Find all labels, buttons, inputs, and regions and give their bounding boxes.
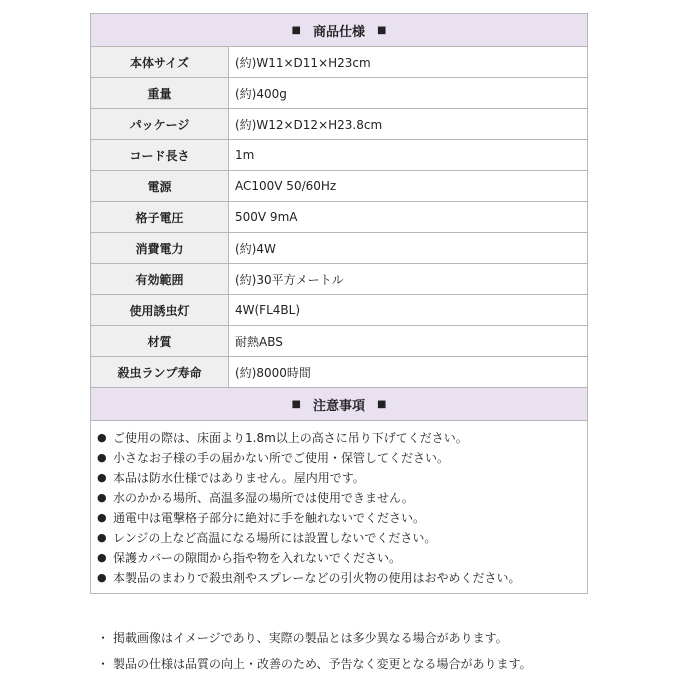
bullet-icon: ● xyxy=(97,530,107,544)
note-text: 本品は防水仕様ではありません。屋内用です。 xyxy=(113,470,365,485)
note-text: 通電中は電撃格子部分に絶対に手を触れないでください。 xyxy=(113,510,426,525)
note-text: 保護カバーの隙間から指や物を入れないでください。 xyxy=(113,550,402,565)
spec-label: 材質 xyxy=(91,326,229,356)
spec-value: (約)8000時間 xyxy=(235,365,311,380)
spec-value: (約)W12×D12×H23.8cm xyxy=(235,117,383,132)
note-text: 水のかかる場所、高温多湿の場所では使用できません。 xyxy=(113,490,414,505)
list-item xyxy=(97,487,587,507)
square-icon: ■ xyxy=(377,24,387,36)
spec-label: 使用誘虫灯 xyxy=(91,295,229,325)
note-text: レンジの上など高温になる場所には設置しないでください。 xyxy=(113,530,437,545)
bullet-icon: ・ xyxy=(97,630,110,645)
spec-label: コード長さ xyxy=(91,140,229,170)
bullet-icon: ・ xyxy=(97,656,110,671)
table-row xyxy=(91,78,587,109)
footnote-text: 製品の仕様は品質の向上・改善のため、予告なく変更となる場合があります。 xyxy=(113,656,532,671)
spec-label: パッケージ xyxy=(91,109,229,139)
spec-card xyxy=(90,13,588,594)
table-row xyxy=(91,109,587,140)
spec-value: (約)30平方メートル xyxy=(235,272,344,287)
list-item xyxy=(97,467,587,487)
notes-list xyxy=(91,421,587,587)
bullet-icon: ● xyxy=(97,470,107,484)
spec-label: 重量 xyxy=(91,78,229,108)
list-item xyxy=(97,527,587,547)
note-text: 小さなお子様の手の届かない所でご使用・保管してください。 xyxy=(113,450,450,465)
table-row xyxy=(91,264,587,295)
note-text: 本製品のまわりで殺虫剤やスプレーなどの引火物の使用はおやめください。 xyxy=(113,570,521,585)
spec-label: 消費電力 xyxy=(91,233,229,263)
table-row xyxy=(91,202,587,233)
bullet-icon: ● xyxy=(97,570,107,584)
table-row xyxy=(91,233,587,264)
list-item xyxy=(97,567,587,587)
spec-value: (約)W11×D11×H23cm xyxy=(235,55,371,70)
square-icon: ■ xyxy=(291,398,301,410)
notes-section-title: 注意事項 xyxy=(312,398,365,414)
spec-label: 格子電圧 xyxy=(91,202,229,232)
bullet-icon: ● xyxy=(97,450,107,464)
table-row xyxy=(91,295,587,326)
spec-section-title: 商品仕様 xyxy=(312,24,365,40)
footnote-text: 掲載画像はイメージであり、実際の製品とは多少異なる場合があります。 xyxy=(113,630,508,645)
spec-value: 1m xyxy=(235,148,255,162)
spec-value: 4W(FL4BL) xyxy=(235,303,301,317)
list-item xyxy=(97,507,587,527)
spec-value: 500V 9mA xyxy=(235,210,298,224)
spec-label: 本体サイズ xyxy=(91,47,229,77)
list-item xyxy=(97,427,587,447)
spec-label: 電源 xyxy=(91,171,229,201)
bullet-icon: ● xyxy=(97,430,107,444)
spec-label: 殺虫ランプ寿命 xyxy=(91,357,229,387)
bullet-icon: ● xyxy=(97,490,107,504)
notes-section-header xyxy=(91,388,587,421)
spec-label: 有効範囲 xyxy=(91,264,229,294)
list-item xyxy=(97,447,587,467)
square-icon: ■ xyxy=(291,24,301,36)
footnote-item xyxy=(97,650,532,676)
table-row xyxy=(91,357,587,388)
table-row xyxy=(91,140,587,171)
table-row xyxy=(91,47,587,78)
spec-value: 耐熱ABS xyxy=(235,334,283,349)
footnotes xyxy=(97,624,532,676)
table-row xyxy=(91,171,587,202)
list-item xyxy=(97,547,587,567)
table-row xyxy=(91,326,587,357)
bullet-icon: ● xyxy=(97,510,107,524)
note-text: ご使用の際は、床面より1.8m以上の高さに吊り下げてください。 xyxy=(113,430,468,445)
spec-value: (約)400g xyxy=(235,86,287,101)
bullet-icon: ● xyxy=(97,550,107,564)
footnote-item xyxy=(97,624,532,650)
square-icon: ■ xyxy=(377,398,387,410)
spec-value: (約)4W xyxy=(235,241,276,256)
spec-table xyxy=(91,47,587,388)
spec-section-header xyxy=(91,14,587,47)
spec-value: AC100V 50/60Hz xyxy=(235,179,337,193)
